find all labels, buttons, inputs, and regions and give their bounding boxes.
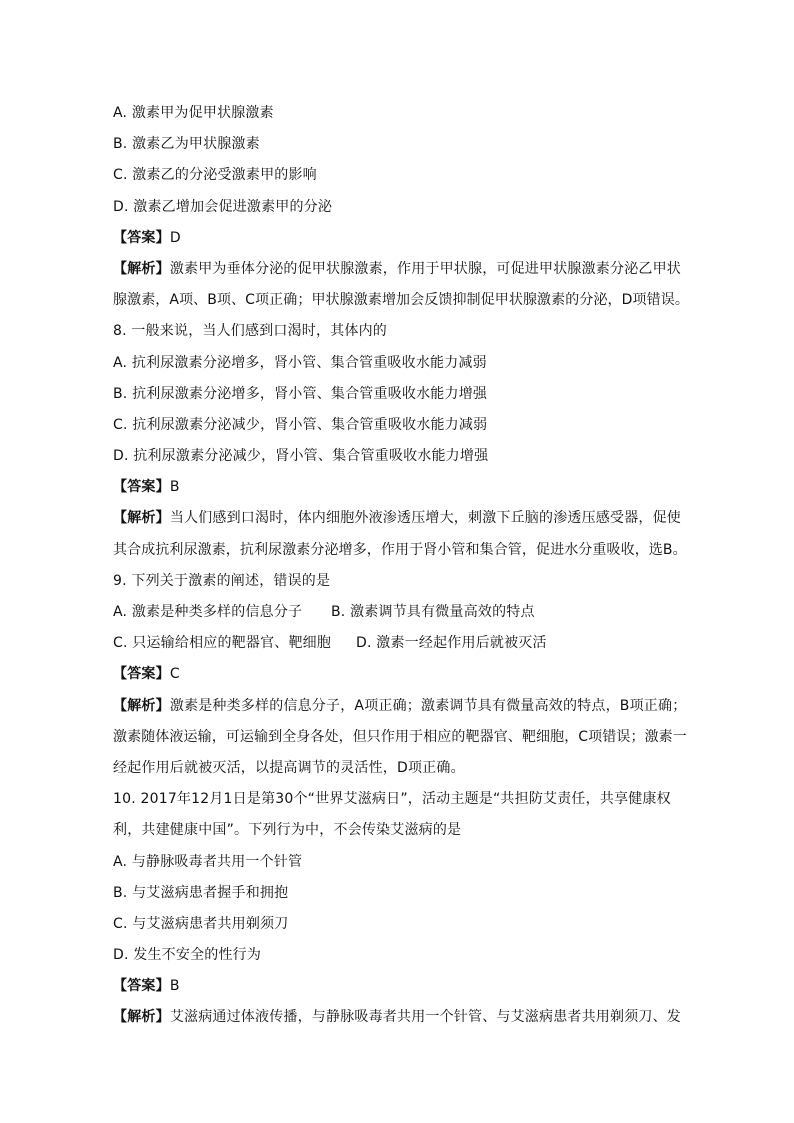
q7-analysis-text-1: 激素甲为垂体分泌的促甲状腺激素，作用于甲状腺，可促进甲状腺激素分泌乙甲状: [169, 260, 682, 277]
q9-options-row-2: [113, 628, 688, 659]
q9-analysis-line-3: 经起作用后就被灭活，以提高调节的灵活性，D项正确。: [113, 759, 465, 776]
q7-analysis-line-1: [113, 254, 688, 285]
q9-analysis-line-1: [113, 691, 688, 722]
q8-analysis-line-2: 其合成抗利尿激素，抗利尿激素分泌增多，作用于肾小管和集合管，促进水分重吸收，选B。: [113, 541, 687, 558]
document-page: [113, 98, 688, 1034]
q8-answer: [113, 472, 688, 503]
q8-analysis-tag: 【解析】: [113, 510, 170, 527]
q9-analysis-tag: 【解析】: [113, 697, 170, 714]
q8-option-a: A. 抗利尿激素分泌增多，肾小管、集合管重吸收水能力减弱: [113, 354, 487, 371]
q9-option-b: B. 激素调节具有微量高效的特点: [331, 604, 535, 620]
q10-stem-line-1: 10. 2017年12月1日是第30个“世界艾滋病日”，活动主题是“共担防艾责任，共享健康权: [113, 791, 671, 808]
q9-answer-tag: 【答案】: [113, 666, 170, 683]
q7-answer: [113, 223, 688, 254]
q7-option-d: D. 激素乙增加会促进激素甲的分泌: [113, 198, 333, 215]
q8-analysis-text-1: 当人们感到口渴时，体内细胞外液渗透压增大，刺激下丘脑的渗透压感受器，促使: [169, 510, 682, 527]
q8-stem: 8. 一般来说，当人们感到口渴时，其体内的: [113, 323, 388, 340]
q7-answer-tag: 【答案】: [113, 229, 170, 246]
q10-analysis-text-1: 艾滋病通过体液传播，与静脉吸毒者共用一个针管、与艾滋病患者共用剃须刀、发: [169, 1009, 682, 1026]
q10-stem-line-2: 利，共建健康中国”。下列行为中，不会传染艾滋病的是: [113, 822, 462, 839]
q7-analysis-line-2: 腺激素，A项、B项、C项正确；甲状腺激素增加会反馈抑制促甲状腺激素的分泌，D项错误。: [113, 292, 689, 309]
q7-option-b: B. 激素乙为甲状腺激素: [113, 136, 260, 153]
q8-answer-value: B: [169, 479, 180, 496]
q9-option-a: A. 激素是种类多样的信息分子: [113, 604, 303, 620]
q9-answer: [113, 659, 688, 690]
q10-answer-tag: 【答案】: [113, 978, 170, 995]
q9-answer-value: C: [169, 666, 180, 683]
q8-option-b: B. 抗利尿激素分泌增多，肾小管、集合管重吸收水能力增强: [113, 385, 488, 402]
q8-answer-tag: 【答案】: [113, 479, 170, 496]
q9-analysis-text-1: 激素是种类多样的信息分子，A项正确；激素调节具有微量高效的特点，B项正确；: [169, 697, 687, 714]
q8-option-c: C. 抗利尿激素分泌减少，肾小管、集合管重吸收水能力减弱: [113, 416, 488, 433]
q8-option-d: D. 抗利尿激素分泌减少，肾小管、集合管重吸收水能力增强: [113, 448, 489, 465]
q9-options-row-1: [113, 597, 688, 628]
q10-option-b: B. 与艾滋病患者握手和拥抱: [113, 884, 289, 901]
q10-analysis-line-1: [113, 1002, 688, 1033]
q7-answer-value: D: [169, 229, 181, 246]
q9-option-c: C. 只运输给相应的靶器官、靶细胞: [113, 635, 332, 652]
q7-option-a: A. 激素甲为促甲状腺激素: [113, 105, 274, 121]
q10-analysis-tag: 【解析】: [113, 1009, 170, 1026]
q10-answer: [113, 971, 688, 1002]
q10-option-c: C. 与艾滋病患者共用剃须刀: [113, 915, 289, 932]
q9-stem: 9. 下列关于激素的阐述，错误的是: [113, 572, 331, 589]
q7-analysis-tag: 【解析】: [113, 260, 170, 277]
q9-analysis-line-2: 激素随体液运输，可运输到全身各处，但只作用于相应的靶器官、靶细胞，C项错误；激素一: [113, 728, 687, 745]
q10-answer-value: B: [169, 978, 180, 995]
q8-analysis-line-1: [113, 503, 688, 534]
q10-option-a: A. 与静脉吸毒者共用一个针管: [113, 853, 303, 870]
q7-option-c: C. 激素乙的分泌受激素甲的影响: [113, 167, 317, 184]
q9-option-d: D. 激素一经起作用后就被灭活: [356, 635, 547, 652]
q10-option-d: D. 发生不安全的性行为: [113, 947, 262, 964]
